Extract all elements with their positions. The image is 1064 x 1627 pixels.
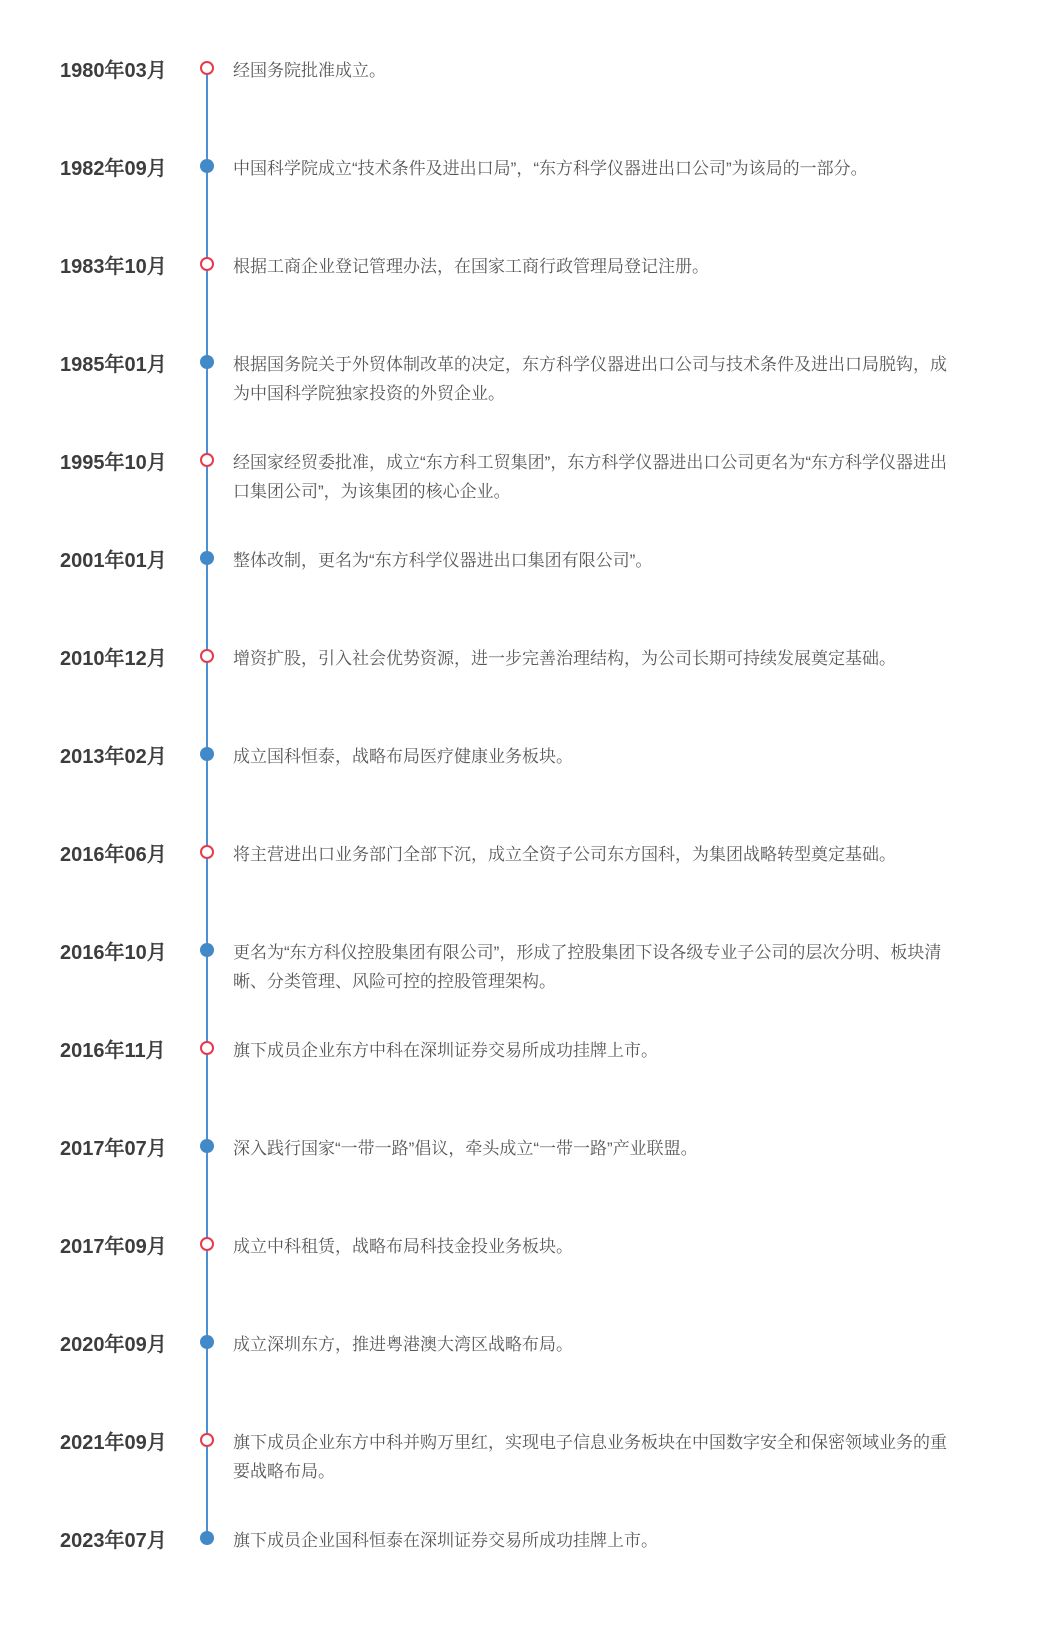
- timeline-marker-dot-icon: [200, 1335, 214, 1349]
- timeline-entries: [0, 59, 1064, 1627]
- timeline-entry-date: 2010年12月: [60, 648, 167, 670]
- timeline-marker-column: [200, 1333, 214, 1349]
- timeline-marker-dot-icon: [200, 257, 214, 271]
- timeline-entry: [0, 157, 1064, 255]
- timeline-entry-date: 1983年10月: [60, 256, 167, 278]
- timeline-entry-description: 旗下成员企业东方中科并购万里红，实现电子信息业务板块在中国数字安全和保密领域业务的重要战略布局。: [233, 1433, 947, 1481]
- timeline-entry-date: 2016年10月: [60, 942, 167, 964]
- timeline-entry-description: 成立中科租赁，战略布局科技金投业务板块。: [233, 1237, 573, 1256]
- timeline-entry-date: 1980年03月: [60, 60, 167, 82]
- timeline-entry-date: 1982年09月: [60, 158, 167, 180]
- timeline-entry-description: 将主营进出口业务部门全部下沉，成立全资子公司东方国科，为集团战略转型奠定基础。: [233, 845, 896, 864]
- timeline-entry: [0, 745, 1064, 843]
- timeline-marker-dot-icon: [200, 453, 214, 467]
- timeline-entry-description: 根据国务院关于外贸体制改革的决定，东方科学仪器进出口公司与技术条件及进出口局脱钩，成为中国科学院独家投资的外贸企业。: [233, 355, 947, 403]
- timeline-entry: [0, 941, 1064, 1039]
- timeline-marker-column: [200, 745, 214, 761]
- timeline-marker-column: [200, 1529, 214, 1545]
- timeline-entry-description: 更名为“东方科仪控股集团有限公司”，形成了控股集团下设各级专业子公司的层次分明、板块清晰、分类管理、风险可控的控股管理架构。: [233, 943, 942, 991]
- timeline-entry-description: 经国家经贸委批准，成立“东方科工贸集团”，东方科学仪器进出口公司更名为“东方科学仪器进出口集团公司”，为该集团的核心企业。: [233, 453, 947, 501]
- timeline-entry-date: 2001年01月: [60, 550, 167, 572]
- timeline-marker-column: [200, 549, 214, 565]
- timeline-entry: [0, 255, 1064, 353]
- timeline-marker-dot-icon: [200, 649, 214, 663]
- timeline-marker-dot-icon: [200, 1531, 214, 1545]
- timeline-entry-description: 深入践行国家“一带一路”倡议，牵头成立“一带一路”产业联盟。: [233, 1139, 698, 1158]
- timeline-entry: [0, 1431, 1064, 1529]
- timeline-entry: [0, 1039, 1064, 1137]
- timeline-marker-column: [200, 1235, 214, 1251]
- timeline-entry-date: 2021年09月: [60, 1432, 167, 1454]
- timeline-entry-description: 增资扩股，引入社会优势资源，进一步完善治理结构，为公司长期可持续发展奠定基础。: [233, 649, 896, 668]
- timeline-entry-description: 中国科学院成立“技术条件及进出口局”，“东方科学仪器进出口公司”为该局的一部分。: [233, 159, 868, 178]
- timeline-marker-column: [200, 157, 214, 173]
- timeline-entry: [0, 647, 1064, 745]
- timeline-entry-description: 成立深圳东方，推进粤港澳大湾区战略布局。: [233, 1335, 573, 1354]
- timeline-marker-dot-icon: [200, 845, 214, 859]
- timeline-marker-column: [200, 843, 214, 859]
- timeline-marker-dot-icon: [200, 551, 214, 565]
- timeline-entry: [0, 451, 1064, 549]
- timeline-entry: [0, 59, 1064, 157]
- timeline-marker-dot-icon: [200, 1433, 214, 1447]
- timeline-marker-dot-icon: [200, 159, 214, 173]
- timeline-entry-description: 成立国科恒泰，战略布局医疗健康业务板块。: [233, 747, 573, 766]
- timeline-entry-date: 2017年07月: [60, 1138, 167, 1160]
- timeline-entry: [0, 1333, 1064, 1431]
- timeline-entry-description: 旗下成员企业国科恒泰在深圳证券交易所成功挂牌上市。: [233, 1531, 658, 1550]
- timeline-entry-date: 2020年09月: [60, 1334, 167, 1356]
- timeline-entry-date: 2016年06月: [60, 844, 167, 866]
- timeline-marker-column: [200, 1039, 214, 1055]
- timeline-entry-date: 2017年09月: [60, 1236, 167, 1258]
- timeline-marker-dot-icon: [200, 747, 214, 761]
- timeline-marker-dot-icon: [200, 943, 214, 957]
- timeline-entry-date: 2016年11月: [60, 1040, 166, 1062]
- timeline-marker-column: [200, 1431, 214, 1447]
- timeline-entry-date: 2023年07月: [60, 1530, 167, 1552]
- timeline-marker-column: [200, 255, 214, 271]
- timeline-marker-column: [200, 353, 214, 369]
- timeline-entry-description: 根据工商企业登记管理办法，在国家工商行政管理局登记注册。: [233, 257, 709, 276]
- timeline-entry: [0, 1529, 1064, 1627]
- timeline-marker-dot-icon: [200, 1139, 214, 1153]
- timeline-marker-dot-icon: [200, 1041, 214, 1055]
- timeline-marker-dot-icon: [200, 355, 214, 369]
- timeline-entry-description: 整体改制，更名为“东方科学仪器进出口集团有限公司”。: [233, 551, 653, 570]
- timeline-marker-dot-icon: [200, 61, 214, 75]
- timeline-marker-dot-icon: [200, 1237, 214, 1251]
- timeline-entry-date: 1985年01月: [60, 354, 167, 376]
- timeline-entry: [0, 353, 1064, 451]
- timeline-entry-date: 1995年10月: [60, 452, 167, 474]
- timeline-entry: [0, 1235, 1064, 1333]
- timeline-entry-description: 旗下成员企业东方中科在深圳证券交易所成功挂牌上市。: [233, 1041, 658, 1060]
- timeline-marker-column: [200, 1137, 214, 1153]
- timeline-entry: [0, 843, 1064, 941]
- timeline-marker-column: [200, 59, 214, 75]
- timeline-marker-column: [200, 451, 214, 467]
- timeline-entry: [0, 1137, 1064, 1235]
- timeline-entry: [0, 549, 1064, 647]
- timeline-marker-column: [200, 647, 214, 663]
- timeline-entry-description: 经国务院批准成立。: [233, 61, 386, 80]
- timeline-marker-column: [200, 941, 214, 957]
- timeline-entry-date: 2013年02月: [60, 746, 167, 768]
